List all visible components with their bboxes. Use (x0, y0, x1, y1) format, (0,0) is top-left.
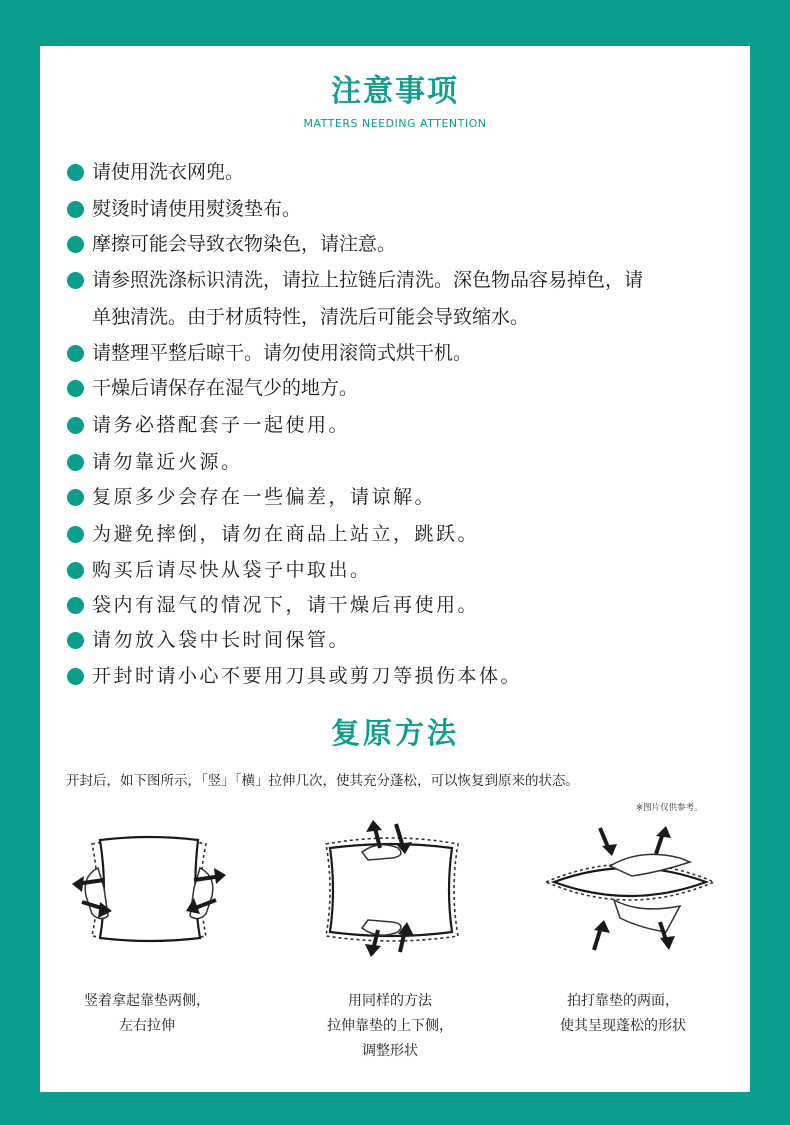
page-subtitle: MATTERS NEEDING ATTENTION (303, 117, 487, 130)
bullet-icon (67, 164, 84, 181)
reference-note: ※图片仅供参考。 (636, 803, 703, 813)
step-caption-line: 左右拉伸 (119, 1018, 175, 1034)
note-item: 为避免摔倒，请勿在商品上站立，跳跃。 (92, 523, 480, 545)
step-caption-line: 使其呈现蓬松的形状 (560, 1018, 686, 1034)
note-item: 请参照洗涤标识清洗，请拉上拉链后清洗。深色物品容易掉色，请 (92, 269, 644, 291)
bullet-icon (67, 597, 84, 614)
note-item: 开封时请小心不要用刀具或剪刀等损伤本体。 (92, 665, 523, 687)
bullet-icon (67, 236, 84, 253)
note-item: 袋内有湿气的情况下，请干燥后再使用。 (92, 594, 480, 616)
note-item: 请勿靠近火源。 (92, 451, 243, 473)
bullet-icon (67, 454, 84, 471)
pillow-pat-illustration (540, 818, 720, 958)
note-item: 请务必搭配套子一起使用。 (92, 414, 351, 436)
bullet-icon (67, 272, 84, 289)
step-caption-line: 调整形状 (362, 1043, 418, 1059)
bullet-icon (67, 632, 84, 649)
bullet-icon (67, 380, 84, 397)
step-caption-line: 用同样的方法 (348, 993, 432, 1009)
note-item: 购买后请尽快从袋子中取出。 (92, 559, 372, 581)
step-caption (32, 989, 262, 1039)
note-item: 请整理平整后晾干。请勿使用滚筒式烘干机。 (92, 342, 473, 364)
bullet-icon (67, 562, 84, 579)
step-caption (275, 989, 505, 1064)
note-item: 复原多少会存在一些偏差，请谅解。 (92, 486, 437, 508)
note-item: 干燥后请保存在湿气少的地方。 (92, 377, 359, 399)
bullet-icon (67, 345, 84, 362)
step-caption-line: 拍打靠垫的两面， (567, 993, 679, 1009)
note-item: 熨烫时请使用熨烫垫布。 (92, 198, 302, 220)
bullet-icon (67, 668, 84, 685)
section-title: 复原方法 (330, 716, 459, 750)
step-caption-line: 拉伸靠垫的上下侧， (327, 1018, 453, 1034)
note-item: 请勿放入袋中长时间保管。 (92, 629, 351, 651)
note-item-continuation: 单独清洗。由于材质特性，清洗后可能会导致缩水。 (92, 306, 530, 328)
bullet-icon (67, 201, 84, 218)
pillow-stretch-vertical-illustration (318, 818, 468, 958)
page-title: 注意事项 (331, 74, 459, 109)
step-caption (508, 989, 738, 1039)
note-item: 请使用洗衣网兜。 (92, 161, 245, 183)
restore-intro: 开封后，如下图所示，「竖」「横」拉伸几次，使其充分蓬松，可以恢复到原来的状态。 (66, 773, 579, 789)
note-item: 摩擦可能会导致衣物染色，请注意。 (92, 233, 397, 255)
bullet-icon (67, 417, 84, 434)
bullet-icon (67, 526, 84, 543)
bullet-icon (67, 489, 84, 506)
pillow-stretch-sideways-illustration (70, 818, 230, 958)
step-caption-line: 竖着拿起靠垫两侧， (84, 993, 210, 1009)
